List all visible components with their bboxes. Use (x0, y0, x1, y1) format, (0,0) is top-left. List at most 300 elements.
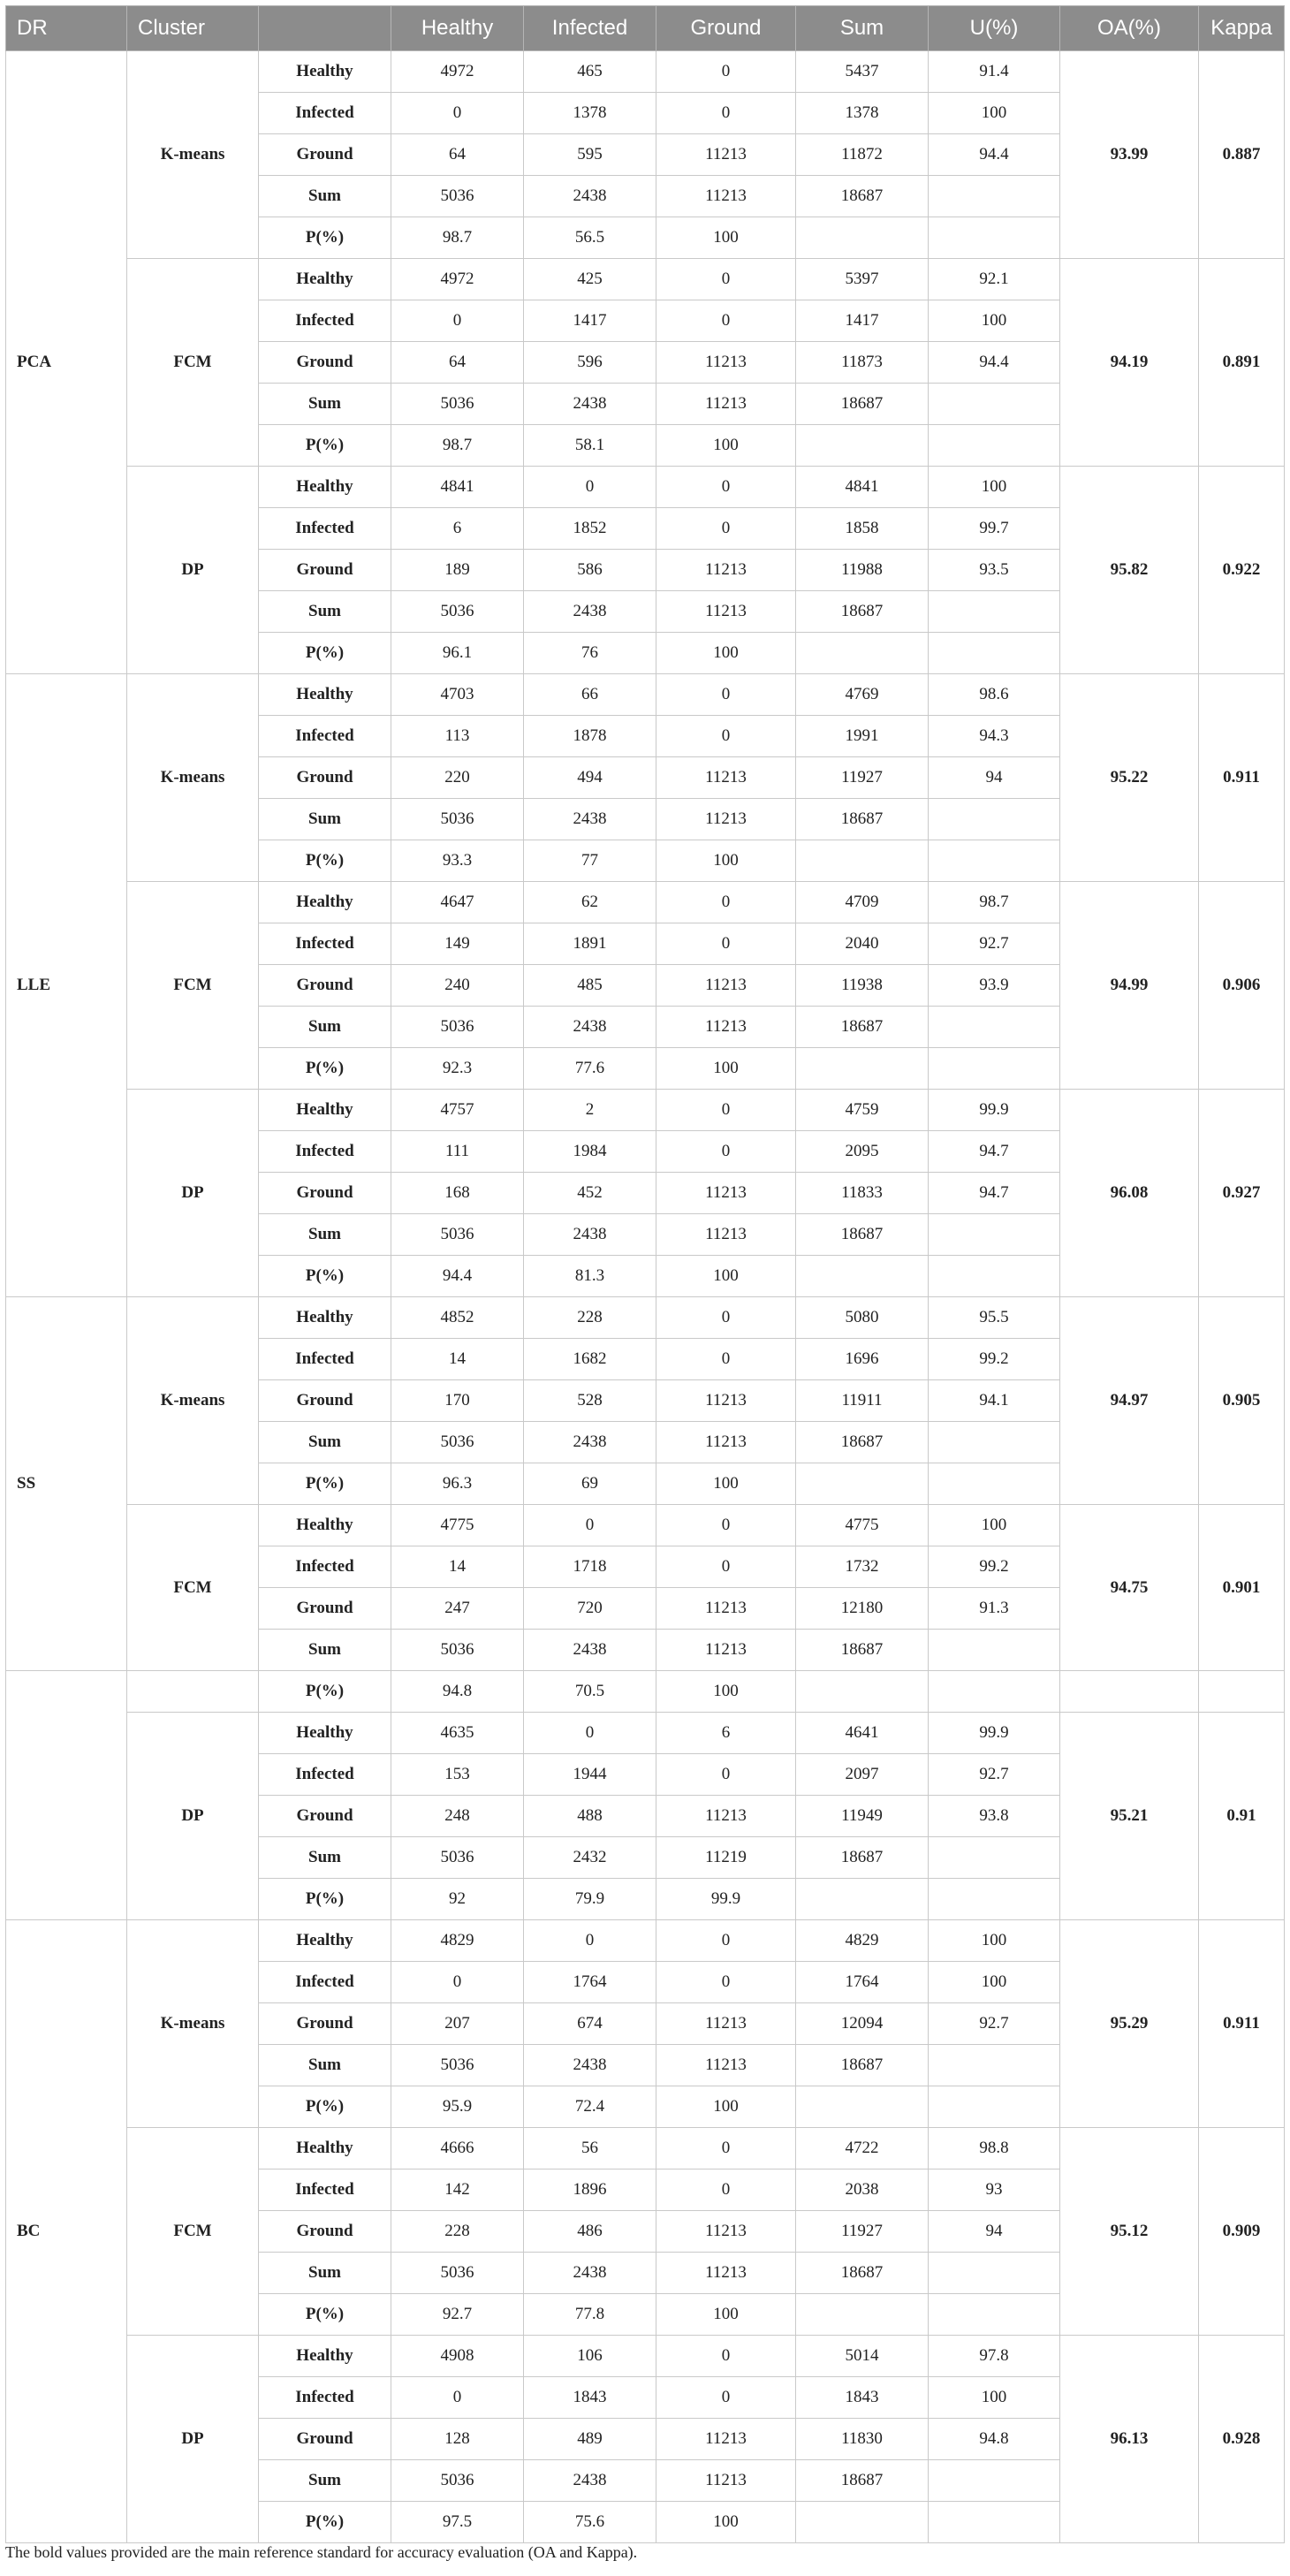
row-label-cell: Infected (259, 1754, 391, 1796)
healthy-cell: 64 (391, 342, 524, 384)
healthy-cell: 14 (391, 1546, 524, 1588)
sum-cell: 18687 (796, 1630, 929, 1671)
healthy-cell: 93.3 (391, 840, 524, 882)
healthy-cell: 6 (391, 508, 524, 550)
cluster-cell (127, 1671, 259, 1713)
row-label-cell: Ground (259, 1173, 391, 1214)
u-cell (929, 2460, 1060, 2502)
sum-cell (796, 2502, 929, 2543)
row-label-cell: Ground (259, 134, 391, 176)
u-cell (929, 2253, 1060, 2294)
infected-cell: 2438 (524, 1422, 656, 1463)
ground-cell: 0 (656, 1131, 796, 1173)
row-label-cell: Ground (259, 2211, 391, 2253)
healthy-cell: 0 (391, 2377, 524, 2419)
ground-cell: 11213 (656, 2460, 796, 2502)
header-healthy: Healthy (391, 6, 524, 51)
infected-cell: 452 (524, 1173, 656, 1214)
u-cell: 92.7 (929, 2003, 1060, 2045)
u-cell: 98.8 (929, 2128, 1060, 2169)
infected-cell: 0 (524, 1713, 656, 1754)
cluster-cell: FCM (127, 2128, 259, 2336)
dr-cell: LLE (6, 674, 127, 1297)
u-cell: 99.2 (929, 1546, 1060, 1588)
cluster-cell: FCM (127, 882, 259, 1090)
sum-cell (796, 633, 929, 674)
ground-cell: 11213 (656, 1796, 796, 1837)
u-cell (929, 1256, 1060, 1297)
healthy-cell: 14 (391, 1339, 524, 1380)
ground-cell: 100 (656, 1256, 796, 1297)
healthy-cell: 5036 (391, 2460, 524, 2502)
u-cell (929, 2045, 1060, 2086)
sum-cell: 2038 (796, 2169, 929, 2211)
ground-cell: 0 (656, 1339, 796, 1380)
kappa-cell: 0.909 (1199, 2128, 1285, 2336)
u-cell: 94.4 (929, 134, 1060, 176)
table-row (6, 2336, 1285, 2377)
u-cell: 99.9 (929, 1090, 1060, 1131)
row-label-cell: Infected (259, 1962, 391, 2003)
ground-cell: 11213 (656, 2419, 796, 2460)
infected-cell: 0 (524, 1505, 656, 1546)
u-cell: 97.8 (929, 2336, 1060, 2377)
table-container (5, 5, 1284, 2543)
healthy-cell: 92.3 (391, 1048, 524, 1090)
ground-cell: 100 (656, 217, 796, 259)
healthy-cell: 0 (391, 300, 524, 342)
healthy-cell: 240 (391, 965, 524, 1007)
row-label-cell: Ground (259, 965, 391, 1007)
ground-cell: 0 (656, 2169, 796, 2211)
row-label-cell: Infected (259, 508, 391, 550)
ground-cell: 11213 (656, 1422, 796, 1463)
kappa-cell: 0.901 (1199, 1505, 1285, 1671)
table-row (6, 1920, 1285, 1962)
ground-cell: 11219 (656, 1837, 796, 1879)
infected-cell: 2432 (524, 1837, 656, 1879)
ground-cell: 0 (656, 2336, 796, 2377)
infected-cell: 494 (524, 757, 656, 799)
sum-cell: 2040 (796, 923, 929, 965)
healthy-cell: 92 (391, 1879, 524, 1920)
oa-cell (1060, 1671, 1199, 1713)
kappa-cell: 0.927 (1199, 1090, 1285, 1297)
table-row (6, 2128, 1285, 2169)
infected-cell: 486 (524, 2211, 656, 2253)
healthy-cell: 5036 (391, 591, 524, 633)
infected-cell: 1896 (524, 2169, 656, 2211)
sum-cell: 12180 (796, 1588, 929, 1630)
healthy-cell: 5036 (391, 799, 524, 840)
u-cell (929, 2086, 1060, 2128)
row-label-cell: Infected (259, 2169, 391, 2211)
infected-cell: 2438 (524, 176, 656, 217)
row-label-cell: Ground (259, 342, 391, 384)
header-oa: OA(%) (1060, 6, 1199, 51)
oa-cell: 96.08 (1060, 1090, 1199, 1297)
row-label-cell: Ground (259, 1588, 391, 1630)
u-cell (929, 799, 1060, 840)
healthy-cell: 4972 (391, 259, 524, 300)
ground-cell: 0 (656, 300, 796, 342)
row-label-cell: Healthy (259, 674, 391, 716)
healthy-cell: 95.9 (391, 2086, 524, 2128)
row-label-cell: Ground (259, 1796, 391, 1837)
healthy-cell: 189 (391, 550, 524, 591)
oa-cell: 93.99 (1060, 51, 1199, 259)
row-label-cell: P(%) (259, 633, 391, 674)
ground-cell: 0 (656, 2377, 796, 2419)
u-cell (929, 1422, 1060, 1463)
row-label-cell: P(%) (259, 1048, 391, 1090)
ground-cell: 0 (656, 51, 796, 93)
u-cell: 98.6 (929, 674, 1060, 716)
infected-cell: 2 (524, 1090, 656, 1131)
infected-cell: 2438 (524, 799, 656, 840)
header-sum: Sum (796, 6, 929, 51)
ground-cell: 11213 (656, 134, 796, 176)
row-label-cell: Healthy (259, 1505, 391, 1546)
infected-cell: 77.8 (524, 2294, 656, 2336)
healthy-cell: 149 (391, 923, 524, 965)
u-cell: 91.4 (929, 51, 1060, 93)
row-label-cell: P(%) (259, 425, 391, 467)
healthy-cell: 5036 (391, 1837, 524, 1879)
infected-cell: 0 (524, 1920, 656, 1962)
table-footnote: The bold values provided are the main reference standard for accuracy evaluation (OA and Kappa). (5, 2543, 638, 2561)
ground-cell: 100 (656, 2086, 796, 2128)
ground-cell: 100 (656, 1048, 796, 1090)
healthy-cell: 96.3 (391, 1463, 524, 1505)
healthy-cell: 4757 (391, 1090, 524, 1131)
row-label-cell: Infected (259, 1546, 391, 1588)
sum-cell: 4641 (796, 1713, 929, 1754)
sum-cell: 11833 (796, 1173, 929, 1214)
infected-cell: 1944 (524, 1754, 656, 1796)
infected-cell: 488 (524, 1796, 656, 1837)
u-cell (929, 2294, 1060, 2336)
ground-cell: 11213 (656, 1214, 796, 1256)
healthy-cell: 94.8 (391, 1671, 524, 1713)
cluster-cell: K-means (127, 674, 259, 882)
infected-cell: 56.5 (524, 217, 656, 259)
sum-cell: 5014 (796, 2336, 929, 2377)
sum-cell: 11911 (796, 1380, 929, 1422)
healthy-cell: 0 (391, 93, 524, 134)
u-cell: 95.5 (929, 1297, 1060, 1339)
healthy-cell: 5036 (391, 176, 524, 217)
row-label-cell: Ground (259, 2003, 391, 2045)
header-infected: Infected (524, 6, 656, 51)
sum-cell (796, 2086, 929, 2128)
u-cell: 93 (929, 2169, 1060, 2211)
row-label-cell: Ground (259, 2419, 391, 2460)
infected-cell: 106 (524, 2336, 656, 2377)
ground-cell: 99.9 (656, 1879, 796, 1920)
sum-cell (796, 840, 929, 882)
infected-cell: 720 (524, 1588, 656, 1630)
infected-cell: 70.5 (524, 1671, 656, 1713)
row-label-cell: Sum (259, 2460, 391, 2502)
healthy-cell: 247 (391, 1588, 524, 1630)
infected-cell: 465 (524, 51, 656, 93)
row-label-cell: Sum (259, 2253, 391, 2294)
ground-cell: 0 (656, 1297, 796, 1339)
healthy-cell: 5036 (391, 2045, 524, 2086)
u-cell (929, 1007, 1060, 1048)
infected-cell: 77 (524, 840, 656, 882)
infected-cell: 2438 (524, 1214, 656, 1256)
infected-cell: 1764 (524, 1962, 656, 2003)
sum-cell (796, 1671, 929, 1713)
sum-cell: 1843 (796, 2377, 929, 2419)
u-cell: 93.9 (929, 965, 1060, 1007)
u-cell: 98.7 (929, 882, 1060, 923)
u-cell: 92.1 (929, 259, 1060, 300)
header-ground: Ground (656, 6, 796, 51)
healthy-cell: 4703 (391, 674, 524, 716)
ground-cell: 11213 (656, 342, 796, 384)
sum-cell (796, 1048, 929, 1090)
u-cell: 100 (929, 1962, 1060, 2003)
table-row (6, 1297, 1285, 1339)
header-cluster: Cluster (127, 6, 259, 51)
infected-cell: 596 (524, 342, 656, 384)
u-cell: 94.3 (929, 716, 1060, 757)
u-cell (929, 176, 1060, 217)
row-label-cell: Healthy (259, 1297, 391, 1339)
row-label-cell: Sum (259, 1214, 391, 1256)
row-label-cell: Infected (259, 1131, 391, 1173)
healthy-cell: 4852 (391, 1297, 524, 1339)
sum-cell: 18687 (796, 384, 929, 425)
sum-cell (796, 1256, 929, 1297)
healthy-cell: 98.7 (391, 217, 524, 259)
sum-cell (796, 2294, 929, 2336)
ground-cell: 0 (656, 93, 796, 134)
oa-cell: 94.99 (1060, 882, 1199, 1090)
infected-cell: 528 (524, 1380, 656, 1422)
ground-cell: 0 (656, 1090, 796, 1131)
cluster-cell: K-means (127, 1297, 259, 1505)
u-cell: 100 (929, 467, 1060, 508)
row-label-cell: Sum (259, 384, 391, 425)
u-cell (929, 1671, 1060, 1713)
cluster-cell: DP (127, 1713, 259, 1920)
oa-cell: 94.97 (1060, 1297, 1199, 1505)
sum-cell: 5397 (796, 259, 929, 300)
row-label-cell: Healthy (259, 2128, 391, 2169)
sum-cell: 11830 (796, 2419, 929, 2460)
ground-cell: 6 (656, 1713, 796, 1754)
ground-cell: 0 (656, 882, 796, 923)
cluster-cell: K-means (127, 51, 259, 259)
infected-cell: 81.3 (524, 1256, 656, 1297)
infected-cell: 1682 (524, 1339, 656, 1380)
kappa-cell: 0.905 (1199, 1297, 1285, 1505)
healthy-cell: 4647 (391, 882, 524, 923)
row-label-cell: P(%) (259, 2086, 391, 2128)
sum-cell: 4841 (796, 467, 929, 508)
healthy-cell: 5036 (391, 1422, 524, 1463)
dr-cell: SS (6, 1297, 127, 1671)
cluster-cell: DP (127, 2336, 259, 2543)
sum-cell: 18687 (796, 1214, 929, 1256)
row-label-cell: Sum (259, 1837, 391, 1879)
kappa-cell: 0.906 (1199, 882, 1285, 1090)
infected-cell: 2438 (524, 2460, 656, 2502)
infected-cell: 2438 (524, 591, 656, 633)
infected-cell: 2438 (524, 1007, 656, 1048)
ground-cell: 11213 (656, 176, 796, 217)
table-row (6, 1090, 1285, 1131)
sum-cell: 18687 (796, 1837, 929, 1879)
table-row (6, 882, 1285, 923)
healthy-cell: 111 (391, 1131, 524, 1173)
healthy-cell: 4908 (391, 2336, 524, 2377)
u-cell: 94.1 (929, 1380, 1060, 1422)
healthy-cell: 4666 (391, 2128, 524, 2169)
infected-cell: 76 (524, 633, 656, 674)
table-row (6, 674, 1285, 716)
table-row (6, 1713, 1285, 1754)
infected-cell: 58.1 (524, 425, 656, 467)
u-cell: 94 (929, 2211, 1060, 2253)
healthy-cell: 97.5 (391, 2502, 524, 2543)
sum-cell: 12094 (796, 2003, 929, 2045)
ground-cell: 11213 (656, 2003, 796, 2045)
infected-cell: 2438 (524, 1630, 656, 1671)
u-cell (929, 1630, 1060, 1671)
oa-cell: 95.21 (1060, 1713, 1199, 1920)
ground-cell: 0 (656, 716, 796, 757)
kappa-cell (1199, 1671, 1285, 1713)
cluster-cell: DP (127, 1090, 259, 1297)
row-label-cell: Sum (259, 1630, 391, 1671)
row-label-cell: Sum (259, 176, 391, 217)
dr-cell: PCA (6, 51, 127, 674)
healthy-cell: 5036 (391, 384, 524, 425)
sum-cell: 4769 (796, 674, 929, 716)
row-label-cell: Healthy (259, 259, 391, 300)
row-label-cell: Ground (259, 757, 391, 799)
row-label-cell: P(%) (259, 1463, 391, 1505)
ground-cell: 0 (656, 923, 796, 965)
infected-cell: 1417 (524, 300, 656, 342)
ground-cell: 0 (656, 1505, 796, 1546)
row-label-cell: Infected (259, 300, 391, 342)
ground-cell: 11213 (656, 384, 796, 425)
u-cell: 99.7 (929, 508, 1060, 550)
ground-cell: 11213 (656, 1007, 796, 1048)
sum-cell: 4709 (796, 882, 929, 923)
infected-cell: 77.6 (524, 1048, 656, 1090)
u-cell: 100 (929, 93, 1060, 134)
u-cell: 92.7 (929, 1754, 1060, 1796)
row-label-cell: Sum (259, 799, 391, 840)
oa-cell: 94.19 (1060, 259, 1199, 467)
sum-cell: 18687 (796, 176, 929, 217)
ground-cell: 0 (656, 1962, 796, 2003)
ground-cell: 11213 (656, 1173, 796, 1214)
sum-cell: 18687 (796, 2460, 929, 2502)
healthy-cell: 94.4 (391, 1256, 524, 1297)
infected-cell: 1984 (524, 1131, 656, 1173)
ground-cell: 11213 (656, 1630, 796, 1671)
ground-cell: 0 (656, 467, 796, 508)
healthy-cell: 170 (391, 1380, 524, 1422)
sum-cell: 4759 (796, 1090, 929, 1131)
row-label-cell: Sum (259, 1422, 391, 1463)
row-label-cell: P(%) (259, 2294, 391, 2336)
infected-cell: 228 (524, 1297, 656, 1339)
infected-cell: 1878 (524, 716, 656, 757)
sum-cell (796, 425, 929, 467)
healthy-cell: 168 (391, 1173, 524, 1214)
row-label-cell: P(%) (259, 1256, 391, 1297)
u-cell: 100 (929, 300, 1060, 342)
ground-cell: 0 (656, 674, 796, 716)
healthy-cell: 207 (391, 2003, 524, 2045)
u-cell (929, 840, 1060, 882)
ground-cell: 11213 (656, 2045, 796, 2086)
u-cell: 100 (929, 2377, 1060, 2419)
healthy-cell: 64 (391, 134, 524, 176)
healthy-cell: 4841 (391, 467, 524, 508)
kappa-cell: 0.891 (1199, 259, 1285, 467)
ground-cell: 100 (656, 2294, 796, 2336)
row-label-cell: P(%) (259, 1879, 391, 1920)
u-cell: 99.2 (929, 1339, 1060, 1380)
row-label-cell: Healthy (259, 2336, 391, 2377)
healthy-cell: 228 (391, 2211, 524, 2253)
u-cell: 94.7 (929, 1173, 1060, 1214)
row-label-cell: Healthy (259, 882, 391, 923)
u-cell: 91.3 (929, 1588, 1060, 1630)
row-label-cell: P(%) (259, 1671, 391, 1713)
dr-cell: BC (6, 1920, 127, 2543)
healthy-cell: 4829 (391, 1920, 524, 1962)
ground-cell: 0 (656, 1920, 796, 1962)
healthy-cell: 5036 (391, 1630, 524, 1671)
ground-cell: 100 (656, 425, 796, 467)
row-label-cell: Infected (259, 923, 391, 965)
oa-cell: 95.82 (1060, 467, 1199, 674)
infected-cell: 2438 (524, 2253, 656, 2294)
oa-cell: 95.29 (1060, 1920, 1199, 2128)
ground-cell: 11213 (656, 550, 796, 591)
infected-cell: 66 (524, 674, 656, 716)
infected-cell: 1843 (524, 2377, 656, 2419)
sum-cell: 11872 (796, 134, 929, 176)
kappa-cell: 0.922 (1199, 467, 1285, 674)
ground-cell: 11213 (656, 757, 796, 799)
healthy-cell: 128 (391, 2419, 524, 2460)
infected-cell: 595 (524, 134, 656, 176)
infected-cell: 485 (524, 965, 656, 1007)
sum-cell: 11927 (796, 757, 929, 799)
infected-cell: 75.6 (524, 2502, 656, 2543)
ground-cell: 0 (656, 259, 796, 300)
row-label-cell: Infected (259, 1339, 391, 1380)
healthy-cell: 4775 (391, 1505, 524, 1546)
row-label-cell: Infected (259, 2377, 391, 2419)
cluster-cell: FCM (127, 1505, 259, 1671)
infected-cell: 586 (524, 550, 656, 591)
oa-cell: 95.22 (1060, 674, 1199, 882)
infected-cell: 425 (524, 259, 656, 300)
